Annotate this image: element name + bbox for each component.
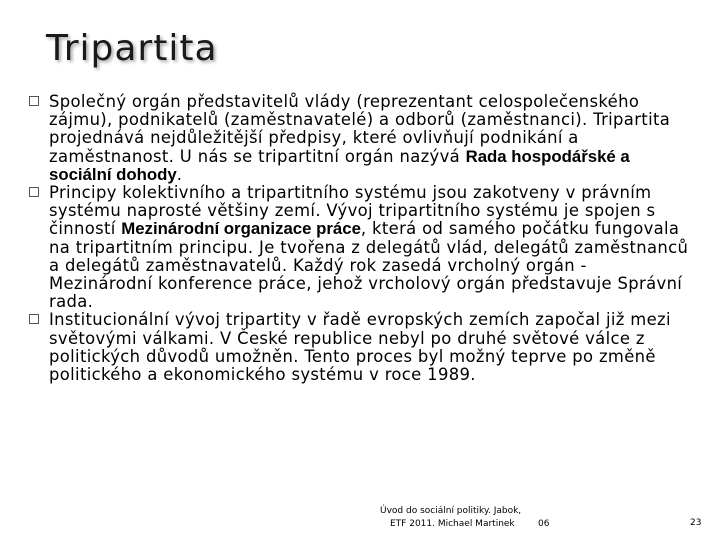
bullet-item — [29, 311, 695, 384]
bullet-text: . — [176, 164, 183, 184]
bullet-bold-term: Rada hospodářské a sociální dohody — [49, 146, 630, 184]
bullet-text: Institucionální vývoj tripartity v řadě evropských zemích započal již mezi světovými válkami. V České republice nebyl po druhé světové válce z politických důvodů umožněn. Tento proces byl možný teprve po změně politického a ekonomického systému v roce 1989. — [49, 310, 671, 385]
footer-lecture-number: 06 — [538, 519, 550, 529]
footer-line-1: Úvod do sociální politiky. Jabok, — [380, 506, 522, 516]
bullet-text: Principy kolektivního a tripartitního systému jsou zakotveny v právním systému naprosté většiny zemí. Vývoj tripartitního systému je spojen s činností — [49, 183, 656, 239]
bullet-item — [29, 184, 695, 311]
bullet-text: Společný orgán představitelů vlády (reprezentant celospolečenského zájmu), podnikatelů (zaměstnavatelé) a odborů (zaměstnanci). Tripartita projednává nejdůležitější předpisy, které ovlivňují podnikání a zaměstnanost. U nás se tripartitní orgán nazývá — [49, 92, 671, 166]
bullet-text: , která od samého počátku fungovala na tripartitním principu. Je tvořena z delegátů vlád, delegátů zaměstnanců a delegátů zaměstnavatelů. Každý rok zasedá vrcholný orgán - Mezinárodní konference práce, jehož vrcholový orgán představuje Správní rada. — [49, 219, 689, 312]
page-number: 23 — [690, 518, 702, 528]
bullet-item — [29, 93, 695, 184]
footer-line-2: ETF 2011. Michael Martinek — [390, 519, 515, 529]
slide-footer — [380, 505, 550, 531]
bullet-list — [29, 93, 695, 384]
slide-title: Tripartita — [46, 28, 218, 69]
square-bullet-icon — [29, 187, 39, 197]
square-bullet-icon — [29, 96, 39, 106]
square-bullet-icon — [29, 314, 39, 324]
bullet-bold-term: Mezinárodní organizace práce — [121, 219, 361, 239]
